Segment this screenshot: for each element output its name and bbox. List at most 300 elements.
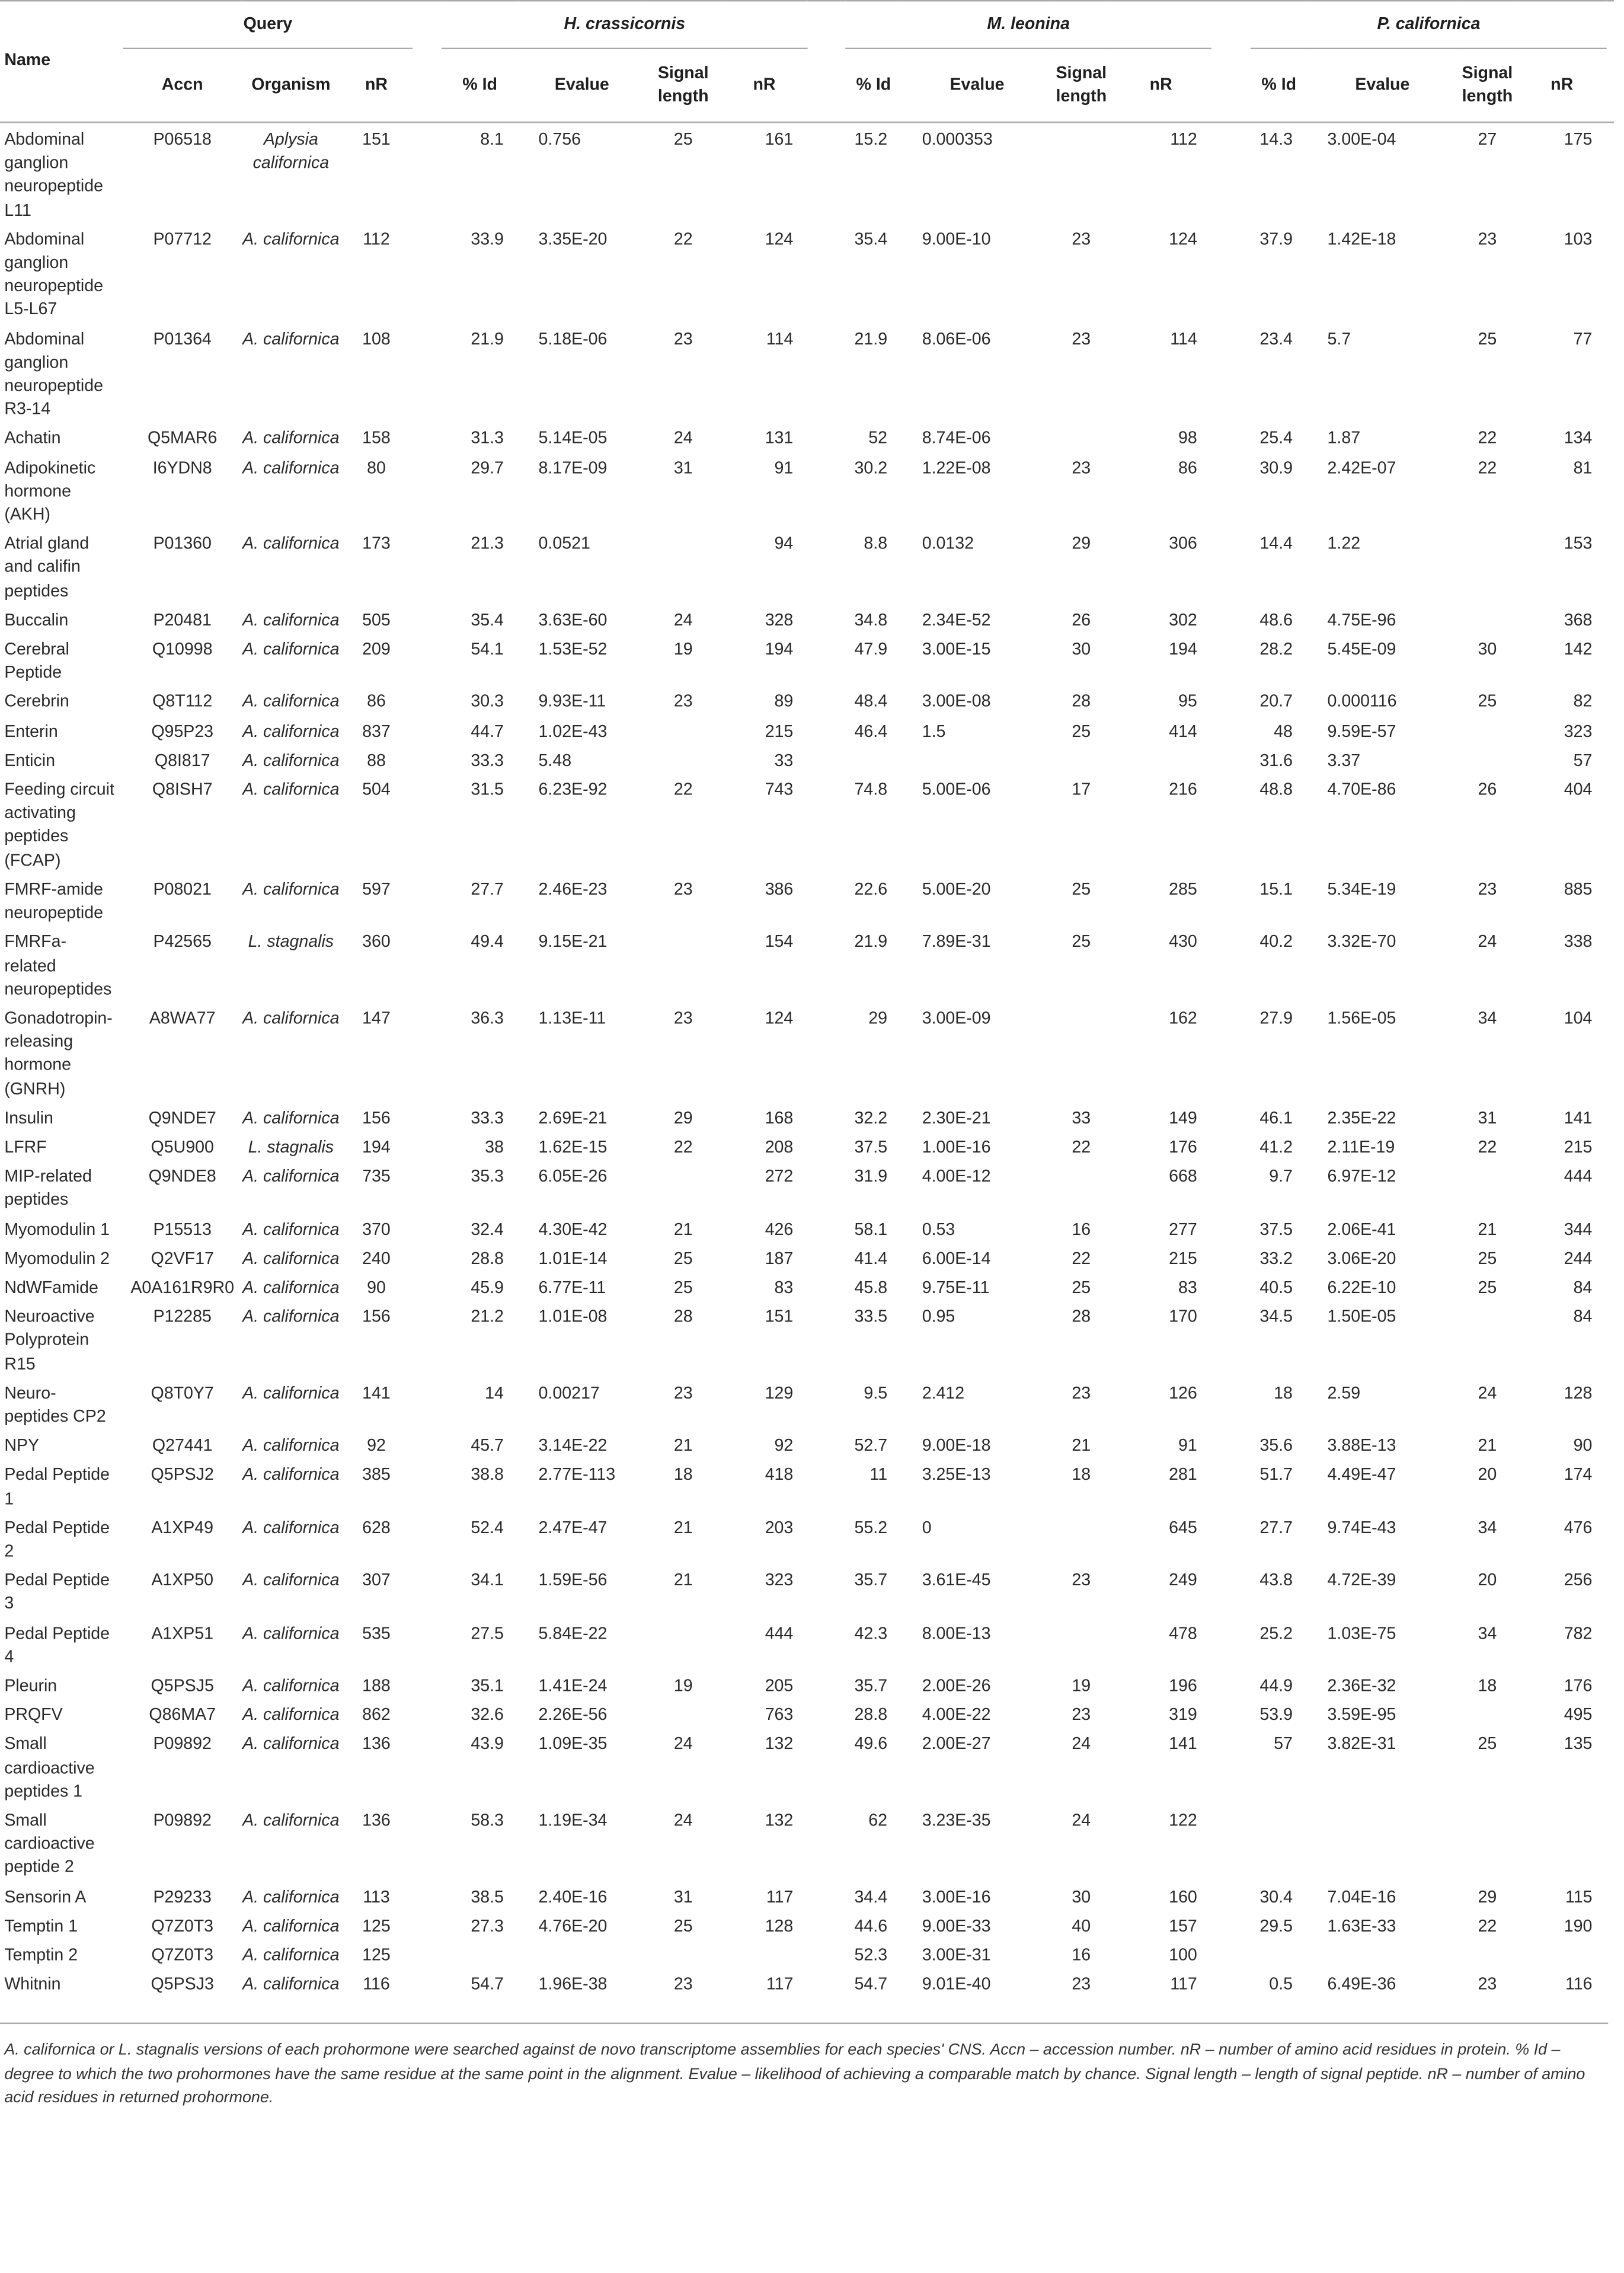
nr-cell: 404: [1564, 780, 1593, 800]
signal-length-cell: 19: [673, 640, 693, 659]
pid-cell: 36.3: [471, 1008, 504, 1028]
nr-cell: 368: [1564, 611, 1593, 630]
organism-cell: Aplysia californica: [252, 130, 330, 173]
pid-cell: 30.9: [1259, 458, 1293, 478]
accession-cell: A1XP50: [151, 1571, 214, 1590]
nr-cell: 84: [1573, 1278, 1593, 1297]
column-header-row: [0, 49, 1614, 123]
pid-cell: 8.8: [864, 534, 888, 554]
nr-cell: 160: [1169, 1887, 1197, 1907]
query-nr-cell: 628: [362, 1518, 391, 1537]
organism-cell: A. californica: [242, 1249, 340, 1268]
signal-length-cell: 24: [673, 611, 693, 630]
evalue-cell: 3.06E-20: [1327, 1249, 1396, 1268]
evalue-cell: 5.7: [1327, 329, 1351, 349]
signal-length-cell: 25: [1478, 329, 1497, 349]
prohormone-name-cell: Pedal Peptide 4: [4, 1624, 110, 1667]
pid-cell: [442, 1939, 518, 1968]
signal-length-cell: 29: [1072, 534, 1091, 554]
accession-cell: A1XP51: [151, 1624, 214, 1643]
evalue-cell: 0.0521: [538, 534, 590, 554]
signal-length-cell: [645, 1617, 721, 1669]
pid-cell: 35.6: [1259, 1436, 1293, 1455]
pid-cell: 38.5: [471, 1887, 504, 1907]
pid-cell: 43.8: [1259, 1571, 1293, 1590]
nr-cell: 89: [774, 692, 794, 712]
nr-cell: 149: [1169, 1108, 1197, 1128]
nr-cell: 132: [765, 1735, 794, 1754]
organism-cell: A. californica: [242, 1384, 340, 1403]
signal-length-cell: 22: [1072, 1138, 1091, 1157]
pid-cell: 42.3: [854, 1624, 888, 1643]
pid-cell: 35.4: [471, 611, 504, 630]
nr-cell: 129: [765, 1384, 794, 1403]
nr-cell: 86: [1178, 458, 1197, 478]
evalue-cell: 1.01E-08: [538, 1307, 608, 1327]
signal-length-cell: 27: [1478, 130, 1497, 149]
signal-length-cell: 31: [673, 1887, 693, 1907]
organism-cell: A. californica: [242, 640, 340, 659]
nr-cell: 57: [1573, 751, 1593, 770]
query-nr-cell: 86: [367, 692, 386, 712]
evalue-cell: 4.49E-47: [1327, 1466, 1396, 1485]
nr-cell: 98: [1178, 429, 1197, 448]
signal-length-cell: 22: [673, 780, 693, 800]
evalue-cell: 8.74E-06: [922, 429, 991, 448]
prohormone-name-cell: NdWFamide: [4, 1278, 98, 1297]
accession-cell: Q8T112: [152, 692, 213, 712]
signal-length-cell: 22: [1478, 1916, 1497, 1936]
signal-length-cell: 23: [1478, 880, 1497, 899]
nr-cell: [1110, 744, 1211, 773]
pid-cell: 33.3: [471, 1108, 504, 1128]
prohormone-name-cell: Enticin: [4, 751, 56, 770]
accession-cell: Q5PSJ3: [151, 1975, 214, 1994]
signal-length-cell: 25: [1072, 880, 1091, 899]
nr-header: nR: [1110, 49, 1211, 123]
evalue-cell: 5.18E-06: [538, 329, 608, 349]
nr-cell: 162: [1169, 1008, 1197, 1028]
signal-length-cell: 25: [1478, 1735, 1497, 1754]
prohormone-name-cell: FMRF-amide neuropeptide: [4, 880, 103, 922]
nr-cell: 426: [765, 1219, 794, 1239]
organism-header: Organism: [242, 49, 340, 123]
pid-cell: 51.7: [1259, 1466, 1293, 1485]
table-row: [0, 323, 1614, 422]
evalue-cell: 3.00E-15: [922, 640, 991, 659]
signal-length-cell: 23: [1072, 1571, 1091, 1590]
nr-cell: 135: [1564, 1735, 1593, 1754]
evalue-cell: 9.00E-33: [922, 1916, 991, 1936]
signal-length-cell: 22: [673, 229, 693, 249]
nr-cell: 114: [1170, 329, 1197, 349]
accession-cell: Q2VF17: [151, 1249, 214, 1268]
evalue-cell: 1.87: [1327, 429, 1361, 448]
evalue-cell: 2.00E-27: [922, 1735, 991, 1754]
nr-cell: 115: [1565, 1887, 1593, 1907]
table-row: [0, 1377, 1614, 1429]
query-nr-cell: 360: [362, 933, 391, 952]
pid-cell: 37.5: [854, 1138, 888, 1157]
organism-cell: A. californica: [242, 1167, 340, 1186]
pid-cell: 58.3: [471, 1811, 504, 1830]
nr-cell: 117: [1170, 1975, 1197, 1994]
accession-cell: P01364: [153, 329, 212, 349]
table-row: [0, 873, 1614, 925]
pid-cell: 45.9: [471, 1278, 504, 1297]
signal-length-cell: [645, 1699, 721, 1728]
pid-cell: 9.7: [1269, 1167, 1293, 1186]
query-nr-cell: 307: [362, 1571, 391, 1590]
signal-length-cell: 30: [1072, 640, 1091, 659]
nr-cell: 84: [1573, 1307, 1593, 1327]
organism-cell: A. californica: [242, 1278, 340, 1297]
accession-cell: Q5PSJ5: [151, 1676, 214, 1696]
nr-cell: 194: [765, 640, 794, 659]
nr-cell: 142: [1564, 640, 1593, 659]
evalue-cell: 3.23E-35: [922, 1811, 991, 1830]
accession-cell: Q8T0Y7: [151, 1384, 214, 1403]
signal-length-cell: 23: [673, 1384, 693, 1403]
pid-cell: 15.2: [854, 130, 888, 149]
accession-cell: A0A161R9R0: [130, 1278, 234, 1297]
signal-length-cell: 26: [1072, 611, 1091, 630]
prohormone-name-cell: Abdominal ganglion neuropeptide R3-14: [4, 329, 103, 419]
evalue-cell: 9.01E-40: [922, 1975, 991, 1994]
signal-length-cell: 24: [673, 1735, 693, 1754]
pid-cell: 46.1: [1259, 1108, 1293, 1128]
evalue-cell: 1.41E-24: [538, 1676, 608, 1696]
nr-cell: 114: [766, 329, 794, 349]
table-row: [0, 1804, 1614, 1880]
evalue-cell: 0.95: [922, 1307, 955, 1327]
signal-length-cell: 23: [673, 329, 693, 349]
evalue-cell: 1.09E-35: [538, 1735, 608, 1754]
evalue-cell: 3.61E-45: [922, 1571, 991, 1590]
nr-cell: 190: [1564, 1916, 1593, 1936]
evalue-cell: 2.06E-41: [1327, 1219, 1396, 1239]
species-header-m: M. leonina: [845, 1, 1211, 49]
nr-header: nR: [1517, 49, 1606, 123]
organism-cell: A. californica: [242, 751, 340, 770]
nr-cell: 763: [765, 1706, 794, 1725]
evalue-cell: 3.00E-04: [1327, 130, 1396, 149]
evalue-cell: 2.42E-07: [1327, 458, 1396, 478]
signal-length-cell: 40: [1072, 1916, 1091, 1936]
signal-length-cell: 17: [1072, 780, 1091, 800]
accession-cell: A1XP49: [151, 1518, 214, 1537]
table-row: [0, 1910, 1614, 1939]
pid-cell: 44.7: [471, 722, 504, 741]
signal-length-cell: 19: [673, 1676, 693, 1696]
nr-cell: 256: [1564, 1571, 1593, 1590]
evalue-cell: 4.72E-39: [1327, 1571, 1396, 1590]
query-nr-cell: 535: [362, 1624, 391, 1643]
signal-length-cell: 24: [1478, 1384, 1497, 1403]
species-header-h: H. crassicornis: [442, 1, 808, 49]
accession-cell: P15513: [153, 1219, 212, 1239]
query-nr-cell: 108: [362, 329, 391, 349]
nr-cell: 215: [1169, 1249, 1197, 1268]
evalue-cell: 1.22E-08: [922, 458, 991, 478]
nr-cell: 187: [765, 1249, 794, 1268]
nr-cell: 323: [765, 1571, 794, 1590]
organism-cell: A. californica: [242, 1219, 340, 1239]
pid-cell: 21.3: [471, 534, 504, 554]
nr-cell: 157: [1169, 1916, 1197, 1936]
pid-cell: 45.7: [471, 1436, 504, 1455]
pid-cell: 32.6: [471, 1706, 504, 1725]
prohormone-name-cell: NPY: [4, 1436, 40, 1455]
query-nr-cell: 862: [362, 1706, 391, 1725]
evalue-cell: 4.75E-96: [1327, 611, 1396, 630]
signal-length-cell: 20: [1478, 1571, 1497, 1590]
evalue-cell: 0.000116: [1327, 692, 1397, 712]
prohormone-name-cell: Buccalin: [4, 611, 69, 630]
accession-cell: Q10998: [152, 640, 213, 659]
table-row: [0, 604, 1614, 633]
pid-cell: 58.1: [854, 1219, 888, 1239]
nr-cell: 215: [1564, 1138, 1593, 1157]
signal-length-cell: 21: [673, 1571, 693, 1590]
signal-length-cell: 23: [1072, 229, 1091, 249]
signal-length-cell: 24: [1072, 1811, 1091, 1830]
pid-cell: 34.4: [854, 1887, 888, 1907]
evalue-cell: 2.34E-52: [922, 611, 991, 630]
nr-cell: 176: [1564, 1676, 1593, 1696]
nr-cell: 95: [1178, 692, 1197, 712]
query-nr-cell: 158: [362, 429, 391, 448]
signal-length-cell: 24: [673, 1811, 693, 1830]
pid-cell: 22.6: [854, 880, 888, 899]
evalue-cell: 1.19E-34: [538, 1811, 608, 1830]
nr-cell: 117: [766, 1887, 794, 1907]
pid-cell: 14.3: [1259, 130, 1293, 149]
pid-cell: 35.1: [471, 1676, 504, 1696]
evalue-cell: 5.45E-09: [1327, 640, 1396, 659]
prohormone-name-cell: Myomodulin 2: [4, 1249, 110, 1268]
query-nr-cell: 116: [363, 1975, 390, 1994]
accession-cell: Q9NDE7: [148, 1108, 216, 1128]
pid-cell: 33.2: [1259, 1249, 1293, 1268]
table-row: [0, 451, 1614, 527]
pid-cell: 27.3: [471, 1916, 504, 1936]
evalue-cell: 4.00E-12: [922, 1167, 991, 1186]
table-row: [0, 925, 1614, 1001]
table-row: [0, 1880, 1614, 1909]
nr-cell: 176: [1169, 1138, 1197, 1157]
nr-cell: 782: [1564, 1624, 1593, 1643]
pid-cell: 30.3: [471, 692, 504, 712]
organism-cell: A. californica: [242, 1946, 340, 1965]
evalue-header: Evalue: [518, 49, 645, 123]
table-row: [0, 223, 1614, 323]
pid-cell: 53.9: [1259, 1706, 1293, 1725]
signal-length-cell: [645, 715, 721, 744]
nr-cell: 116: [1565, 1975, 1593, 1994]
nr-cell: 82: [1573, 692, 1593, 712]
evalue-cell: 4.76E-20: [538, 1916, 608, 1936]
pid-cell: 34.8: [854, 611, 888, 630]
signal-length-cell: 28: [673, 1307, 693, 1327]
nr-cell: 124: [765, 1008, 794, 1028]
pid-cell: 30.2: [854, 458, 888, 478]
table-row: [0, 1458, 1614, 1511]
nr-cell: [721, 1939, 808, 1968]
evalue-cell: 8.06E-06: [922, 329, 991, 349]
evalue-cell: 6.00E-14: [922, 1249, 991, 1268]
table-row: [0, 1300, 1614, 1376]
evalue-cell: 4.00E-22: [922, 1706, 991, 1725]
organism-cell: A. californica: [242, 1108, 340, 1128]
evalue-cell: 2.47E-47: [538, 1518, 608, 1537]
pid-cell: 28.8: [854, 1706, 888, 1725]
signal-length-cell: [1457, 1300, 1517, 1376]
signal-length-cell: 25: [1072, 722, 1091, 741]
evalue-cell: 9.59E-57: [1327, 722, 1396, 741]
query-nr-cell: 92: [367, 1436, 386, 1455]
pid-cell: 47.9: [854, 640, 888, 659]
pid-cell: 21.9: [854, 933, 888, 952]
signal-length-cell: [645, 925, 721, 1001]
signal-length-cell: [1052, 1511, 1110, 1564]
accession-cell: Q27441: [152, 1436, 213, 1455]
query-nr-cell: 80: [367, 458, 386, 478]
evalue-cell: 5.34E-19: [1327, 880, 1396, 899]
evalue-cell: 2.77E-113: [538, 1466, 616, 1485]
table-row: [0, 1699, 1614, 1728]
prohormone-name-cell: Neuro-peptides CP2: [4, 1384, 106, 1426]
accession-cell: P09892: [153, 1735, 212, 1754]
signal-length-cell: 29: [1478, 1887, 1497, 1907]
pid-cell: 30.4: [1259, 1887, 1293, 1907]
signal-length-cell: 34: [1478, 1518, 1497, 1537]
nr-cell: 319: [1169, 1706, 1197, 1725]
nr-cell: 272: [765, 1167, 794, 1186]
evalue-cell: 0.00217: [538, 1384, 600, 1403]
prohormone-name-cell: Pedal Peptide 2: [4, 1518, 110, 1561]
signal-length-cell: [1052, 422, 1110, 451]
evalue-cell: 3.37: [1327, 751, 1361, 770]
signal-length-cell: 23: [1072, 1706, 1091, 1725]
query-nr-cell: 125: [362, 1916, 391, 1936]
nr-cell: 476: [1564, 1518, 1593, 1537]
table-row: [0, 1131, 1614, 1160]
table-row: [0, 1429, 1614, 1458]
nr-cell: 328: [765, 611, 794, 630]
nr-cell: 216: [1169, 780, 1197, 800]
signal-length-cell: 22: [673, 1138, 693, 1157]
nr-cell: 161: [765, 130, 794, 149]
evalue-cell: 1.96E-38: [538, 1975, 608, 1994]
nr-cell: 151: [765, 1307, 794, 1327]
pid-cell: 41.2: [1259, 1138, 1293, 1157]
prohormone-name-cell: Small cardioactive peptides 1: [4, 1735, 95, 1801]
pid-cell: 29: [868, 1008, 888, 1028]
prohormone-name-cell: Pedal Peptide 3: [4, 1571, 110, 1614]
signal-length-cell: 34: [1478, 1624, 1497, 1643]
signal-length-cell: 21: [673, 1219, 693, 1239]
nr-cell: 126: [1169, 1384, 1197, 1403]
signal-header: Signal length: [645, 49, 721, 123]
pid-cell: 45.8: [854, 1278, 888, 1297]
nr-cell: 33: [774, 751, 794, 770]
prohormone-name-cell: Whitnin: [4, 1975, 61, 1994]
nr-cell: 83: [774, 1278, 794, 1297]
pid-cell: 18: [1274, 1384, 1293, 1403]
pid-cell: 33.9: [471, 229, 504, 249]
evalue-cell: 2.35E-22: [1327, 1108, 1396, 1128]
evalue-cell: 1.42E-18: [1327, 229, 1396, 249]
pid-cell: [1251, 1804, 1307, 1880]
accession-cell: P06518: [153, 130, 212, 149]
signal-length-cell: 25: [673, 130, 693, 149]
query-nr-cell: 837: [362, 722, 391, 741]
query-nr-cell: 597: [362, 880, 391, 899]
signal-length-cell: 25: [1072, 1278, 1091, 1297]
nr-cell: 94: [774, 534, 794, 554]
signal-length-cell: 34: [1478, 1008, 1497, 1028]
organism-cell: A. californica: [242, 1676, 340, 1696]
pid-cell: 38: [485, 1138, 504, 1157]
nr-cell: 430: [1169, 933, 1197, 952]
signal-length-cell: 23: [673, 1008, 693, 1028]
signal-length-cell: 28: [1072, 1307, 1091, 1327]
accession-cell: Q5PSJ2: [151, 1466, 214, 1485]
nr-cell: 128: [765, 1916, 794, 1936]
pid-cell: 9.5: [864, 1384, 888, 1403]
nr-header: nR: [340, 49, 413, 123]
prohormone-name-cell: Feeding circuit activating peptides (FCAP): [4, 780, 114, 870]
table-row: [0, 528, 1614, 604]
accn-header: Accn: [123, 49, 242, 123]
organism-cell: A. californica: [242, 1916, 340, 1936]
nr-cell: 81: [1573, 458, 1593, 478]
nr-cell: 668: [1169, 1167, 1197, 1186]
prohormone-name-cell: Achatin: [4, 429, 61, 448]
pid-cell: 29.5: [1259, 1916, 1293, 1936]
nr-cell: 175: [1564, 130, 1593, 149]
nr-cell: 281: [1169, 1466, 1197, 1485]
signal-length-cell: 29: [673, 1108, 693, 1128]
signal-length-cell: 20: [1478, 1466, 1497, 1485]
pid-cell: 31.6: [1259, 751, 1293, 770]
pid-cell: 33.3: [471, 751, 504, 770]
signal-length-cell: [1457, 604, 1517, 633]
pid-cell: 34.1: [471, 1571, 504, 1590]
organism-cell: A. californica: [242, 1811, 340, 1830]
pid-cell: 0.5: [1269, 1975, 1293, 1994]
evalue-cell: 1.53E-52: [538, 640, 608, 659]
pid-cell: 40.5: [1259, 1278, 1293, 1297]
table-row: [0, 685, 1614, 714]
signal-length-cell: [1457, 1160, 1517, 1212]
nr-cell: 444: [765, 1624, 794, 1643]
prohormone-name-cell: Atrial gland and califin peptides: [4, 534, 89, 601]
accession-cell: Q8ISH7: [152, 780, 213, 800]
pid-cell: 27.5: [471, 1624, 504, 1643]
signal-length-cell: 25: [1072, 933, 1091, 952]
organism-cell: A. californica: [242, 1706, 340, 1725]
pid-cell: 8.1: [480, 130, 504, 149]
pid-cell: 25.2: [1259, 1624, 1293, 1643]
nr-cell: 103: [1564, 229, 1593, 249]
evalue-cell: 8.17E-09: [538, 458, 608, 478]
query-nr-cell: 156: [362, 1307, 391, 1327]
signal-length-cell: 23: [1072, 1975, 1091, 1994]
query-nr-cell: 147: [362, 1008, 391, 1028]
query-nr-cell: 112: [363, 229, 390, 249]
